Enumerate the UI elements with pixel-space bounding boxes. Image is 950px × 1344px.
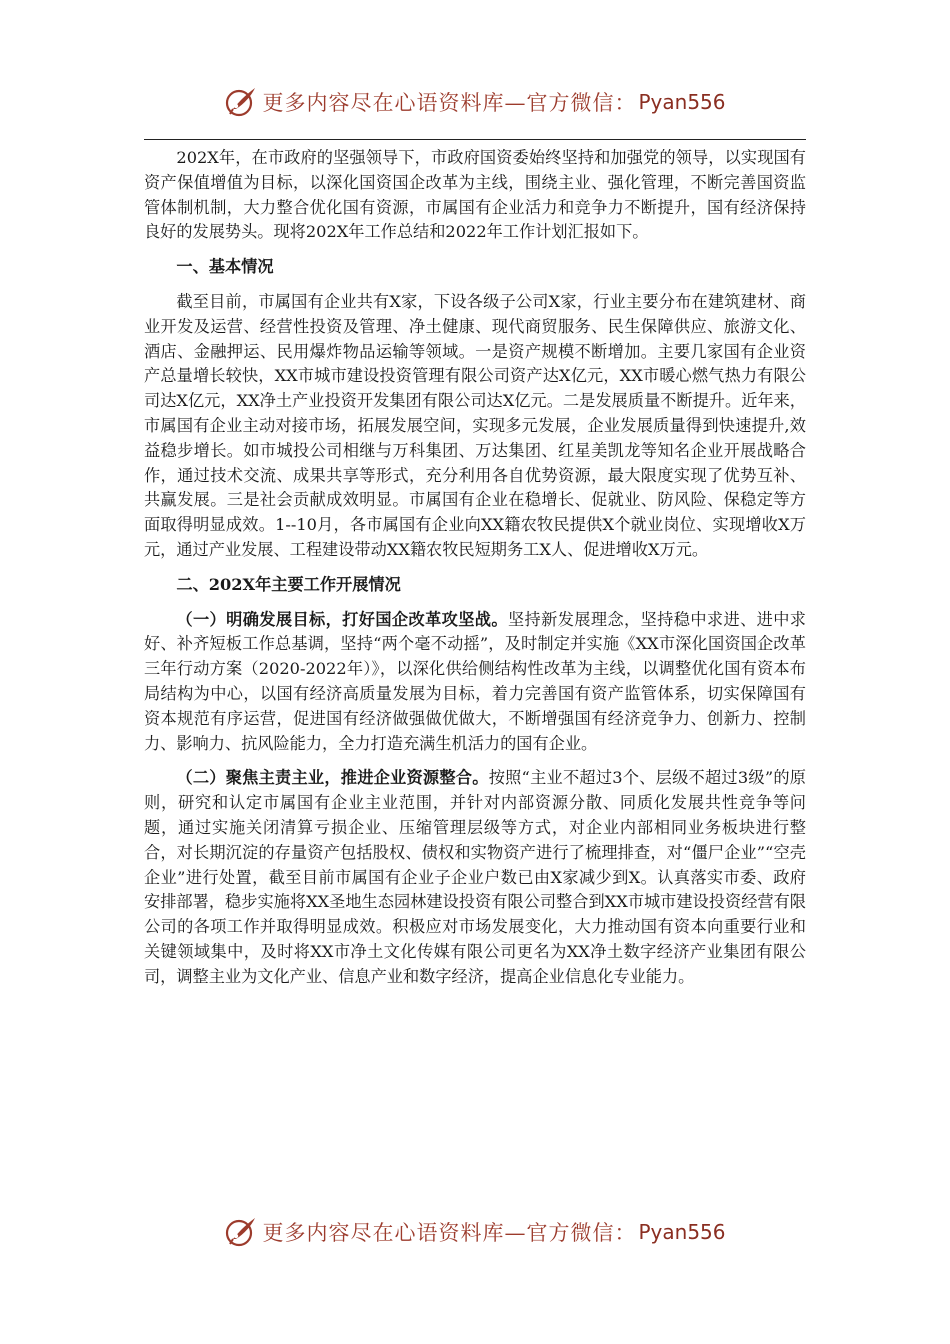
footer-watermark xyxy=(0,1212,950,1252)
wechat-id: Pyan556 xyxy=(638,90,726,114)
section2-item-2 xyxy=(144,766,806,989)
section2-item-1-title: （一）明确发展目标，打好国企改革攻坚战。 xyxy=(176,609,508,629)
header-rule xyxy=(144,139,806,140)
intro-paragraph: 202X年，在市政府的坚强领导下，市政府国资委始终坚持和加强党的领导，以实现国有资产保值增值为目标，以深化国资国企改革为主线，围绕主业、强化管理，不断完善国资监管体制机制，大力整合优化国有资源，市属国有企业活力和竞争力不断提升，国有经济保持良好的发展势头。现将202X年工作总结和2022年工作计划汇报如下。 xyxy=(144,148,806,242)
watermark-text: 更多内容尽在心语资料库—官方微信： xyxy=(262,91,637,115)
section2-item-1 xyxy=(144,608,806,757)
document-body xyxy=(144,146,806,990)
section1-heading: 一、基本情况 xyxy=(176,257,274,277)
section2-item-2-title: （二）聚焦主责主业，推进企业资源整合。 xyxy=(176,768,489,788)
quill-pen-circle-icon xyxy=(224,85,258,119)
section2-heading: 二、202X年主要工作开展情况 xyxy=(176,574,401,594)
section2-item-1-body: 坚持新发展理念，坚持稳中求进、进中求好、补齐短板工作总基调，坚持“两个毫不动摇”，及时制定并实施《XX市深化国资国企改革三年行动方案（2020-2022年）》，以深化供给侧结构性改革为主线，以调整优化国有资本布局结构为中心，以国有经济高质量发展为目标，着力完善国有资产监管体系，切实保障国有资本规范有序运营，促进国有经济做强做优做大，不断增强国有经济竞争力、创新力、控制力、影响力、抗风险能力，全力打造充满生机活力的国有企业。 xyxy=(144,609,806,753)
section2-item-2-body: 按照“主业不超过3个、层级不超过3级”的原则，研究和认定市属国有企业主业范围，并针对内部资源分散、同质化发展共性竞争等问题，通过实施关闭清算亏损企业、压缩管理层级等方式，对企业内部相同业务板块进行整合，对长期沉淀的存量资产包括股权、债权和实物资产进行了梳理排查，对“僵尸企业”“空壳企业”进行处置，截至目前市属国有企业子企业户数已由X家减少到X。认真落实市委、政府安排部署，稳步实施将XX圣地生态园林建设投资有限公司整合到XX市城市建设投资经营有限公司的各项工作并取得明显成效。积极应对市场发展变化，大力推动国有资本向重要行业和关键领域集中，及时将XX市净土文化传媒有限公司更名为XX净土数字经济产业集团有限公司，调整主业为文化产业、信息产业和数字经济，提高企业信息化专业能力。 xyxy=(144,768,806,986)
quill-pen-circle-icon xyxy=(224,1215,258,1249)
watermark-text: 更多内容尽在心语资料库—官方微信： xyxy=(262,1221,637,1245)
wechat-id: Pyan556 xyxy=(638,1220,726,1244)
section1-paragraph: 截至目前，市属国有企业共有X家，下设各级子公司X家，行业主要分布在建筑建材、商业开发及运营、经营性投资及管理、净土健康、现代商贸服务、民生保障供应、旅游文化、酒店、金融押运、民用爆炸物品运输等领域。一是资产规模不断增加。主要几家国有企业资产总量增长较快，XX市城市建设投资管理有限公司资产达X亿元，XX市暖心燃气热力有限公司达X亿元，XX净土产业投资开发集团有限公司达X亿元。二是发展质量不断提升。近年来，市属国有企业主动对接市场，拓展发展空间，实现多元发展，企业发展质量得到快速提升,效益稳步增长。如市城投公司相继与万科集团、万达集团、红星美凯龙等知名企业开展战略合作，通过技术交流、成果共享等形式，充分利用各自优势资源，最大限度实现了优势互补、共赢发展。三是社会贡献成效明显。市属国有企业在稳增长、促就业、防风险、保稳定等方面取得明显成效。1--10月，各市属国有企业向XX籍农牧民提供X个就业岗位、实现增收X万元，通过产业发展、工程建设带动XX籍农牧民短期务工X人、促进增收X万元。 xyxy=(144,291,806,559)
header-watermark xyxy=(0,82,950,122)
